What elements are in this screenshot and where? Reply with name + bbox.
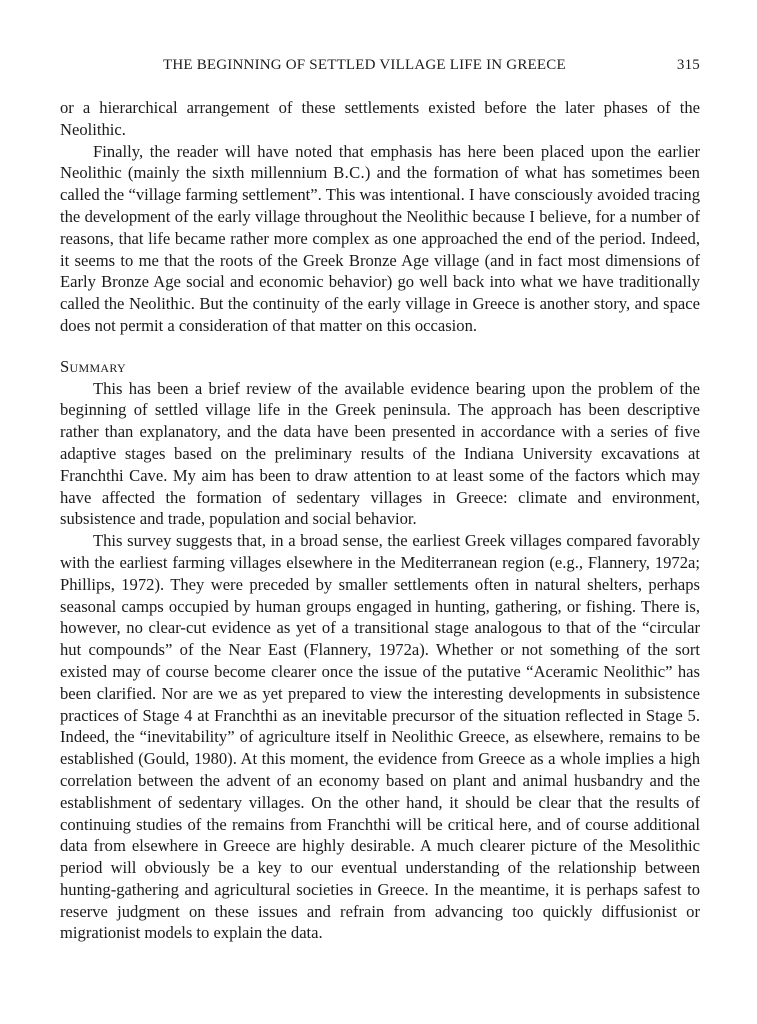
running-title: THE BEGINNING OF SETTLED VILLAGE LIFE IN GREECE bbox=[163, 57, 566, 73]
page-body bbox=[60, 97, 700, 944]
paragraph-summary-survey: This survey suggests that, in a broad sense, the earliest Greek villages compared favorably with the earliest farming villages elsewhere in the Mediterranean region (e.g., Flannery, 1972a; Phillips, 1972). They were preceded by smaller settlements often in natural shelters, perhaps seasonal camps occupied by human groups engaged in hunting, gathering, or fishing. There is, however, no clear-cut evidence as yet of a transitional stage analogous to that of the “circular hut compounds” of the Near East (Flannery, 1972a). Whether or not something of the sort existed may of course become clearer once the issue of the putative “Aceramic Neolithic” has been clarified. Nor are we as yet prepared to view the interesting developments in subsistence practices of Stage 4 at Franchthi as an inevitable precursor of the situation reflected in Stage 5. Indeed, the “inevitability” of agriculture itself in Neolithic Greece, as elsewhere, remains to be established (Gould, 1980). At this moment, the evidence from Greece as a whole implies a high correlation between the advent of an economy based on plant and animal husbandry and the establishment of sedentary villages. On the other hand, it should be clear that the results of continuing studies of the remains from Franchthi will be critical here, and of course additional data from elsewhere in Greece are highly desirable. A much clearer picture of the Mesolithic period will obviously be a key to our eventual understanding of the relationship between hunting-gathering and agricultural societies in Greece. In the meantime, it is perhaps safest to reserve judgment on these issues and refrain from advancing too quickly diffusionist or migrationist models to explain the data. bbox=[60, 531, 700, 943]
page-number: 315 bbox=[676, 57, 700, 73]
paragraph-finally bbox=[60, 141, 700, 337]
paragraph-finally-text-a: Finally, the reader will have noted that emphasis has here been placed upon the earlier Neolithic (mainly the sixth millennium bbox=[60, 141, 700, 183]
page-header bbox=[60, 57, 700, 79]
paragraph-finally-text-b: ) and the formation of what has sometimes been called the “village farming settlement”. This was intentional. I have consciously avoided tracing the development of the early village throughout the Neolithic because I believe, for a number of reasons, that life became rather more complex as one approached the end of the period. Indeed, it seems to me that the roots of the Greek Bronze Age village (and in fact most dimensions of Early Bronze Age social and economic behavior) go well back into what we have traditionally called the Neolithic. But the continuity of the early village in Greece is another story, and space does not permit a consideration of that matter on this occasion. bbox=[60, 163, 700, 335]
paragraph-summary-review: This has been a brief review of the available evidence bearing upon the problem of the beginning of settled village life in the Greek peninsula. The approach has been descriptive rather than explanatory, and the data have been presented in accordance with a series of five adaptive stages based on the preliminary results of the Indiana University excavations at Franchthi Cave. My aim has been to draw attention to at least some of the factors which may have affected the formation of sedentary villages in Greece: climate and environment, subsistence and trade, population and social behavior. bbox=[60, 378, 700, 529]
paragraph-continued: or a hierarchical arrangement of these settlements existed before the later phases of the Neolithic. bbox=[60, 98, 700, 139]
section-heading-summary: Summary bbox=[60, 356, 127, 376]
era-abbreviation: B.C. bbox=[333, 163, 365, 183]
